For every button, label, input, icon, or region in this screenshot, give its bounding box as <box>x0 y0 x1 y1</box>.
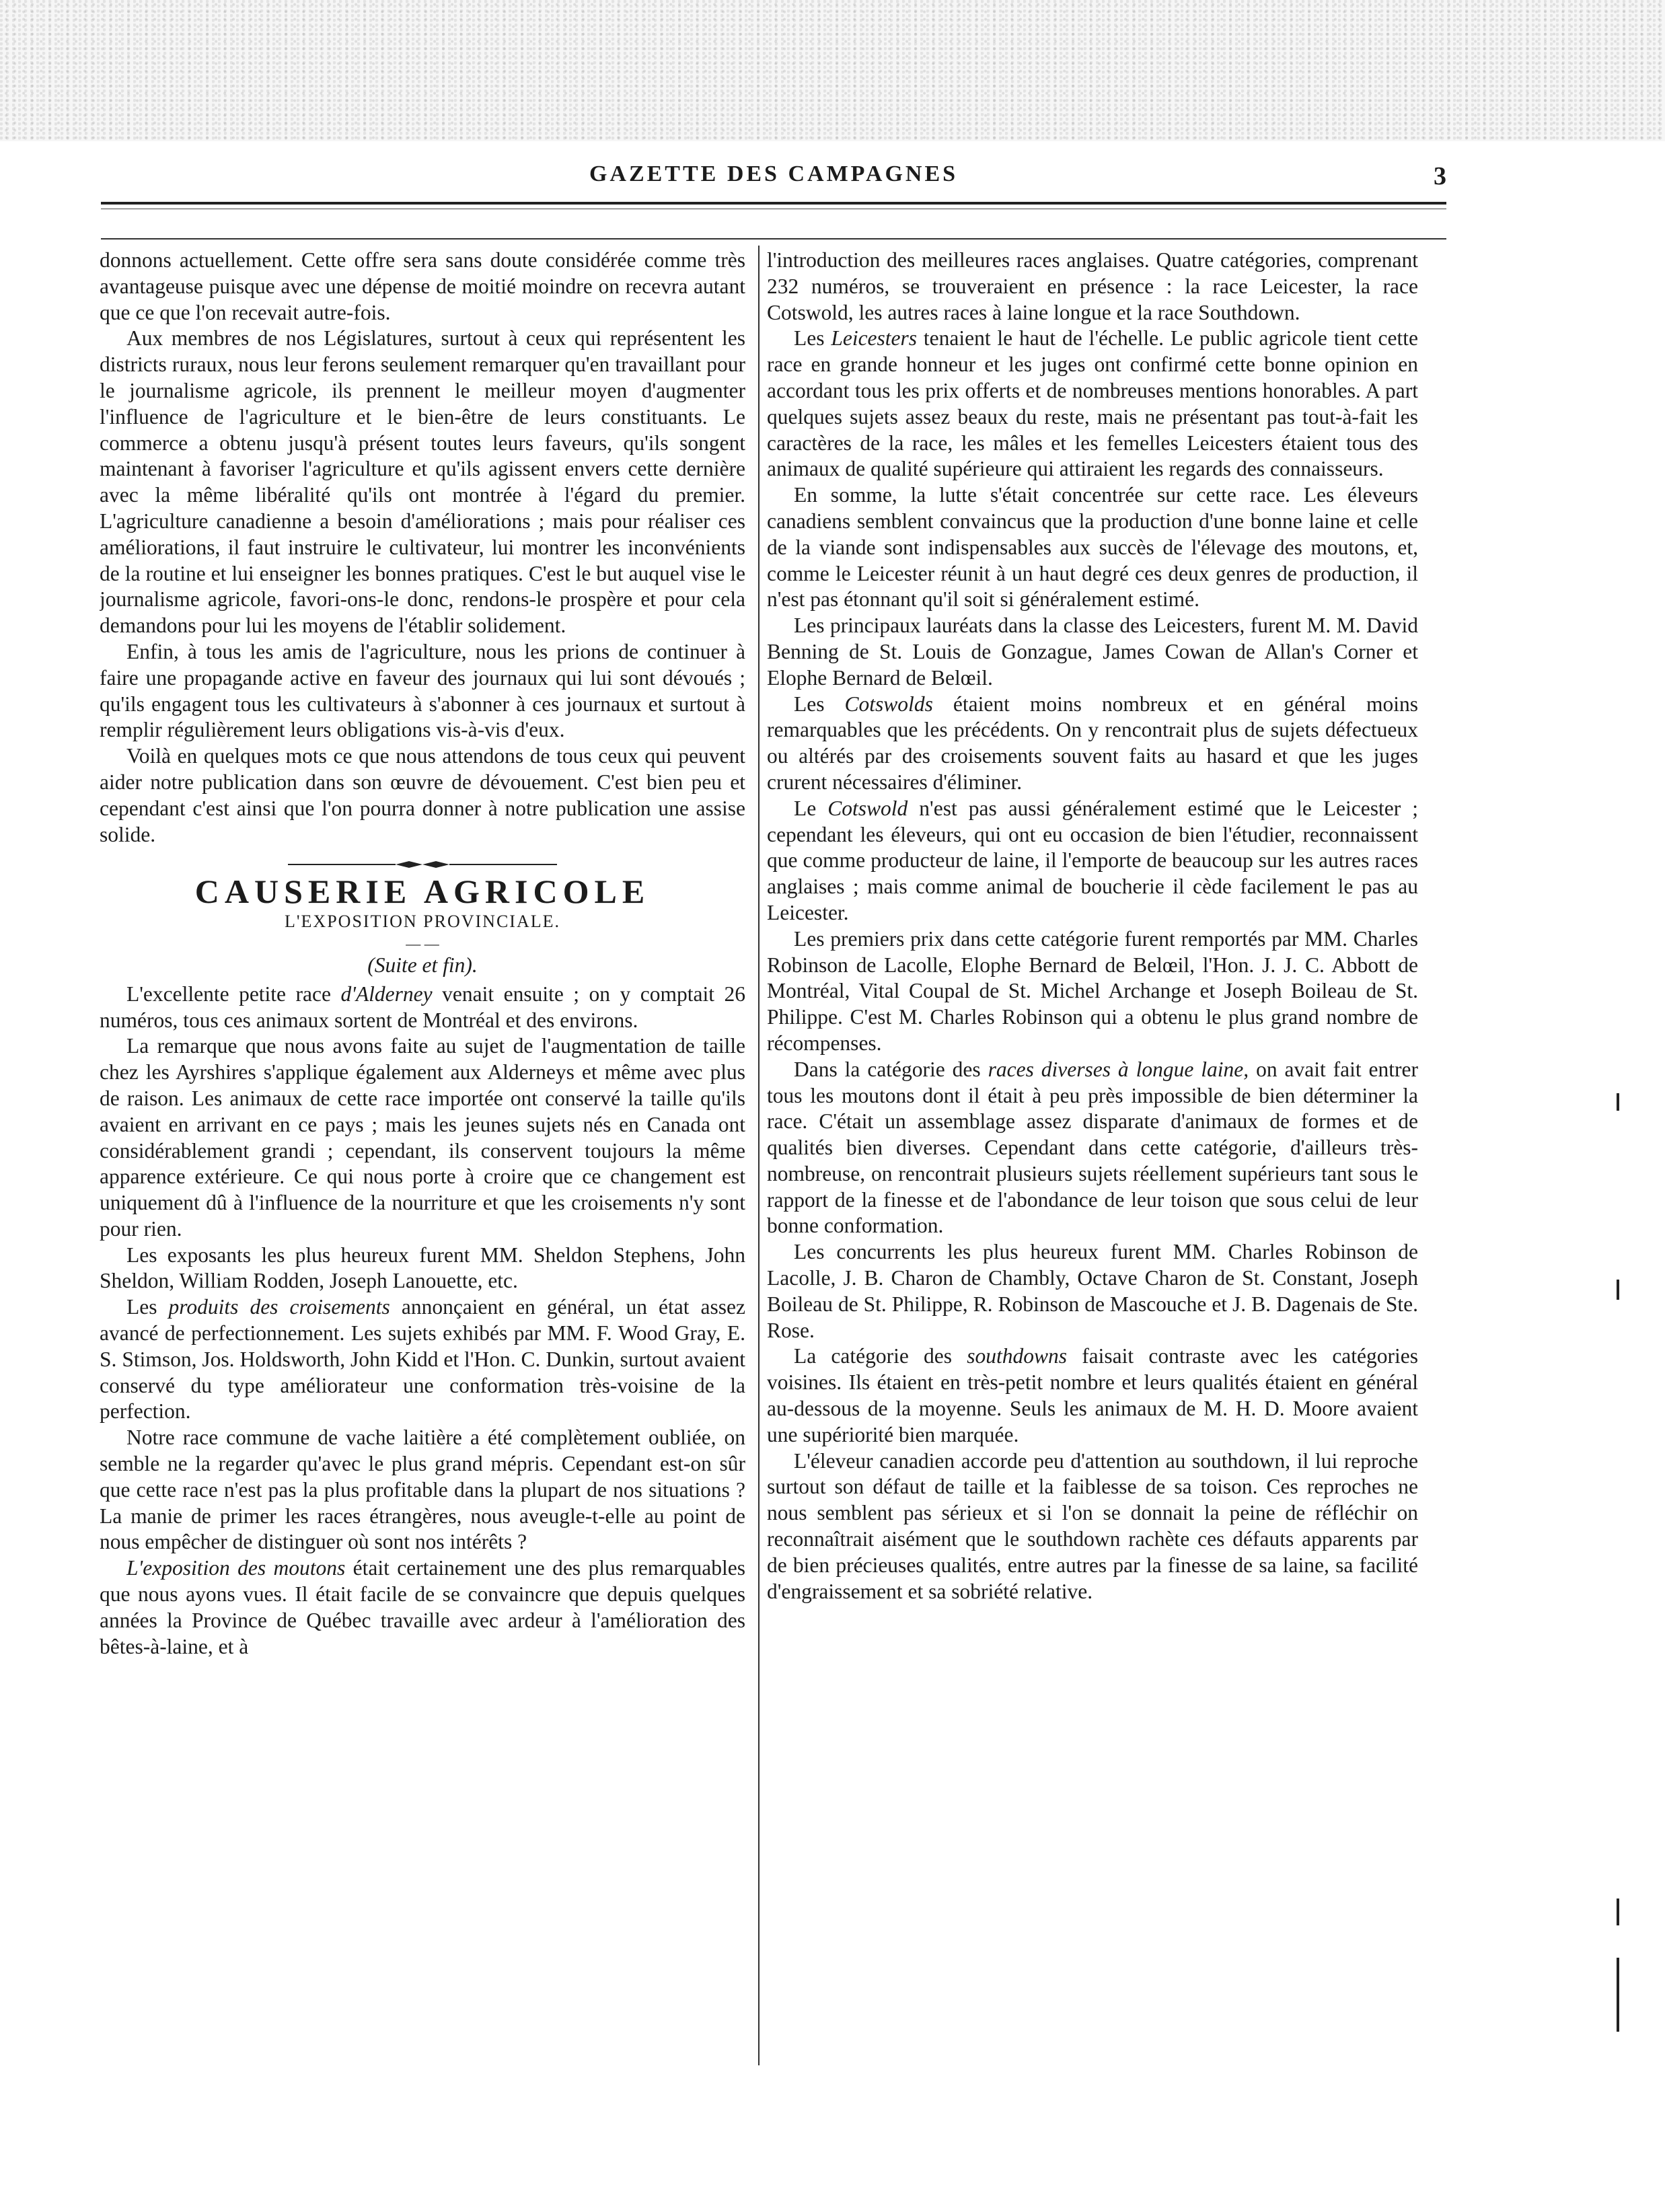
ornament-divider <box>288 860 557 869</box>
paragraph: Les Cotswolds étaient moins nombreux et en général moins remarquables que les précédents. On y rencontrait plus de sujets défectueux ou altérés par des croisements souvent faits au hasard et que les juges crurent nécessaires d'éliminer. <box>767 692 1418 794</box>
paragraph: Les Leicesters tenaient le haut de l'échelle. Le public agricole tient cette race en grande honneur et les juges ont confirmé cette bonne opinion en accordant tous les prix offerts et de nombreuses mentions honorables. A part quelques sujets assez beaux du reste, mais ne présentant pas tout-à-fait les caractères de la race, les mâles et les femelles Leicesters étaient tous des animaux de qualité supérieure qui attiraient les regards des connaisseurs. <box>767 326 1418 481</box>
paragraph: Les produits des croisements annonçaient en général, un état assez avancé de perfectionnement. Les sujets exhibés par MM. F. Wood Gray, E. S. Stimson, Jos. Holdsworth, John Kidd et l'Hon. C. Dunkin, surtout avaient conservé du type améliorateur une conformation très-voisine de la perfection. <box>100 1295 745 1424</box>
paragraph: L'exposition des moutons était certainement une des plus remarquables que nous ayons vues. Il était facile de se convaincre que depuis quelques années la Province de Québec travaille avec ardeur à l'amélioration des bêtes-à-laine, et à <box>100 1556 745 1658</box>
paragraph: Aux membres de nos Législatures, surtout à ceux qui représentent les districts ruraux, nous leur ferons seulement remarquer qu'en travaillant pour le journalisme agricole, ils prennent le meilleur moyen d'augmenter l'influence de l'agriculture et le bien-être de leurs constituants. Le commerce a obtenu jusqu'à présent toutes leurs faveurs, qu'ils songent maintenant à favoriser l'agriculture et qu'ils agissent envers cette dernière avec la même libéralité qu'ils ont montrée à l'égard du premier. L'agriculture canadienne a besoin d'améliorations ; mais pour réaliser ces améliorations, il faut instruire le cultivateur, lui montrer les inconvénients de la routine et lui enseigner les bonnes pratiques. C'est le but auquel vise le journalisme agricole, favori-ons-le donc, rendons-le prospère et pour cela demandons pour lui les moyens de l'établir solidement. <box>100 326 745 638</box>
paragraph: Le Cotswold n'est pas aussi généralement estimé que le Leicester ; cependant les éleveurs, qui ont eu occasion de bien l'étudier, reconnaissent que comme producteur de laine, il l'emporte de beaucoup sur les autres races anglaises ; mais comme animal de boucherie il cède facilement le pas au Leicester. <box>767 796 1418 924</box>
paragraph: Les premiers prix dans cette catégorie furent remportés par MM. Charles Robinson de Lacolle, Elophe Bernard de Belœil, l'Hon. J. J. C. Abbott de Montréal, Vital Coupal de St. Michel Archange et Joseph Boileau de St. Philippe. C'est M. Charles Robinson qui a obtenu le plus grand nombre de récompenses. <box>767 926 1418 1055</box>
margin-mark <box>1617 1093 1619 1111</box>
page-header <box>101 161 1446 195</box>
paragraph: l'introduction des meilleures races anglaises. Quatre catégories, comprenant 232 numéros, se trouveraient en présence : la race Leicester, la race Cotswold, les autres races à laine longue et la race Southdown. <box>767 248 1418 324</box>
column-divider <box>758 246 760 2065</box>
header-rule <box>101 202 1446 209</box>
section-title: CAUSERIE AGRICOLE <box>194 873 651 911</box>
paragraph: donnons actuellement. Cette offre sera sans doute considérée comme très avantageuse puisque avec une dépense de moitié moindre on recevra autant que ce que l'on recevait autre-fois. <box>100 248 745 324</box>
paragraph: L'éleveur canadien accorde peu d'attention au southdown, il lui reproche surtout son défaut de taille et la faiblesse de sa toison. Ces reproches ne nous semblent pas sérieux et si l'on se donnait la peine de réfléchir on reconnaîtrait aisément que le southdown rachète ces défauts apparents par de bien précieuses qualités, entre autres par la finesse de sa laine, sa facilité d'engraissement et sa sobriété relative. <box>767 1448 1418 1603</box>
paragraph: Enfin, à tous les amis de l'agriculture, nous les prions de continuer à faire une propagande active en faveur des journaux qui lui sont dévoués ; qu'ils engagent tous les cultivateurs à s'abonner à ces journaux et surtout à remplir régulièrement leurs obligations vis-à-vis d'eux. <box>100 639 745 742</box>
paragraph: Les exposants les plus heureux furent MM. Sheldon Stephens, John Sheldon, William Rodden, Joseph Lanouette, etc. <box>100 1243 745 1293</box>
header-rule-lower <box>101 238 1446 239</box>
right-column <box>767 248 1418 2064</box>
paragraph: Dans la catégorie des races diverses à longue laine, on avait fait entrer tous les moutons dont il était à peu près impossible de bien déterminer la race. C'était un assemblage assez disparate d'animaux de formes et de qualités bien diverses. Cependant dans cette catégorie, d'ailleurs très-nombreuse, on rencontrait plusieurs sujets réellement supérieurs tant sous le rapport de la finesse et de l'abondance de leur toison que sous celui de leur bonne conformation. <box>767 1057 1418 1238</box>
paragraph: La remarque que nous avons faite au sujet de l'augmentation de taille chez les Ayrshires s'applique également aux Alderneys et même avec plus de raison. Les animaux de cette race importée ont conservé la taille qu'ils avaient en arrivant en ce pays ; mais les jeunes sujets nés en Canada ont considérablement grandi ; cependant, ils conservent toujours la même apparence extérieure. Ce qui nous porte à croire que ce changement est uniquement dû à l'influence de la nourriture et que les croisements n'y sont pour rien. <box>100 1034 745 1241</box>
section-subtitle: L'EXPOSITION PROVINCIALE. <box>284 912 560 932</box>
paragraph: Notre race commune de vache laitière a été complètement oubliée, on semble ne la regarder qu'avec le plus grand mépris. Cependant est-on sûr que cette race n'est pas la plus profitable dans la plupart de nos situations ? La manie de primer les races étrangères, nous aveugle-t-elle au point de nous empêcher de distinguer où sont nos intérêts ? <box>100 1426 745 1554</box>
newspaper-title: GAZETTE DES CAMPAGNES <box>589 161 959 186</box>
margin-mark <box>1617 1280 1619 1300</box>
margin-mark <box>1617 1898 1619 1925</box>
paragraph: En somme, la lutte s'était concentrée sur cette race. Les éleveurs canadiens semblent convaincus que la production d'une bonne laine et celle de la viande sont indispensables aux succès de l'élevage des moutons, et, comme le Leicester réunit à un haut degré ces deux genres de production, il n'est pas étonnant qu'il soit si généralement estimé. <box>767 483 1418 612</box>
paragraph: La catégorie des southdowns faisait contraste avec les catégories voisines. Ils étaient en très-petit nombre et leurs qualités étaient en général au-dessous de la moyenne. Seuls les animaux de M. H. D. Moore avaient une supériorité bien marquée. <box>767 1344 1418 1446</box>
paragraph: Voilà en quelques mots ce que nous attendons de tous ceux qui peuvent aider notre publication dans son œuvre de dévouement. C'est bien peu et cependant c'est ainsi que l'on pourra donner à notre publication une assise solide. <box>100 744 745 846</box>
paragraph: Les concurrents les plus heureux furent MM. Charles Robinson de Lacolle, J. B. Charon de Chambly, Octave Charon de St. Constant, Joseph Boileau de St. Philippe, R. Robinson de Mascouche et J. B. Dagenais de Ste. Rose. <box>767 1240 1418 1342</box>
margin-mark <box>1617 1958 1619 2032</box>
paragraph: Les principaux lauréats dans la classe des Leicesters, furent M. M. David Benning de St. Louis de Gonzague, James Cowan de Allan's Corner et Elophe Bernard de Belœil. <box>767 614 1418 690</box>
paragraph: L'excellente petite race d'Alderney venait ensuite ; on y comptait 26 numéros, tous ces animaux sortent de Montréal et des environs. <box>100 982 745 1032</box>
page-number: 3 <box>1434 162 1446 190</box>
section-dash: — — <box>406 934 439 952</box>
scan-noise-band <box>0 0 1665 141</box>
left-column <box>100 248 745 2064</box>
section-note: (Suite et fin). <box>367 953 478 977</box>
